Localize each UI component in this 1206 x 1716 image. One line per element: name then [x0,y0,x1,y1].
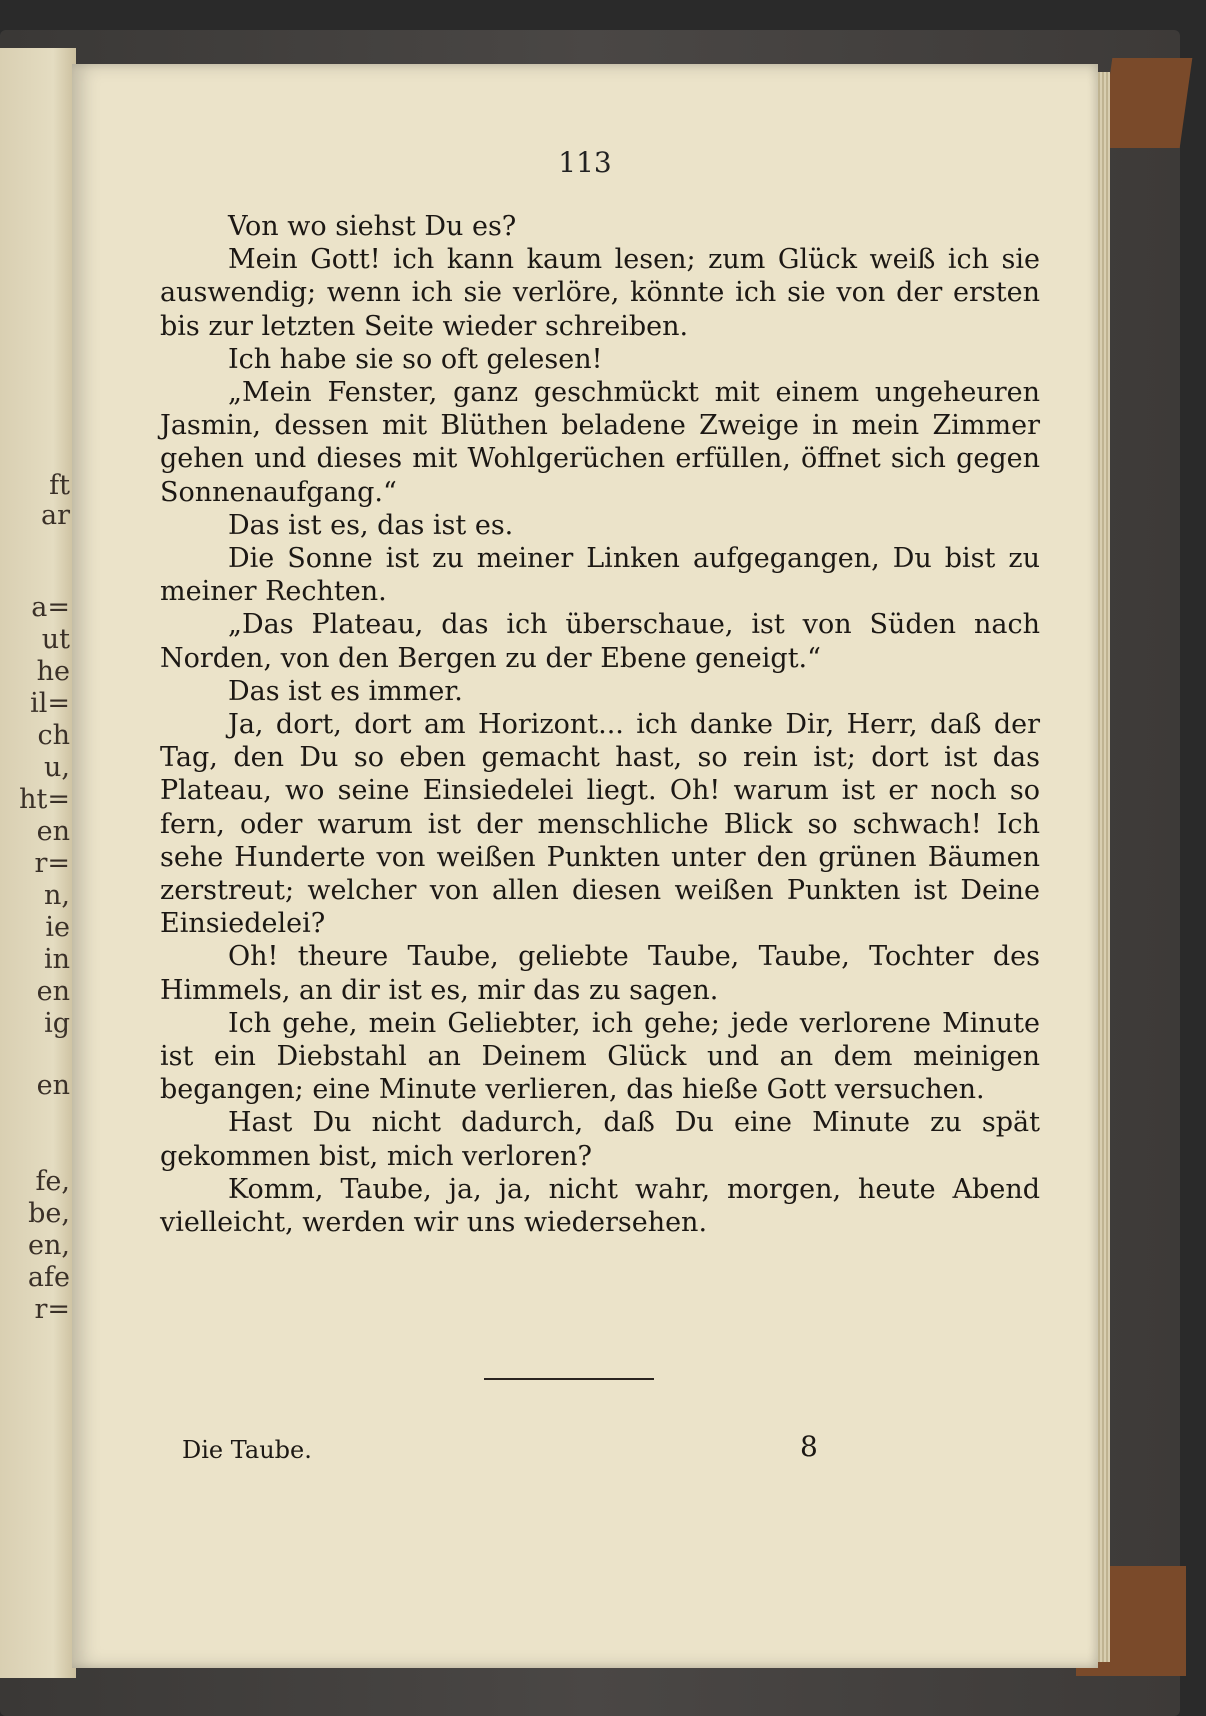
left-page-fragment: il= [30,688,70,719]
paragraph: Ich habe sie so oft gelesen! [228,343,603,375]
paragraph: Komm, Taube, ja, ja, nicht wahr, morgen, heute Abend vielleicht, werden wir uns wiedersehen. [160,1173,1040,1239]
paragraph: Ich gehe, mein Geliebter, ich gehe; jede verlorene Minute ist ein Diebstahl an Deinem Glück und an dem meinigen begangen; eine Minute verlieren, das hieße Gott versuchen. [160,1007,1040,1106]
left-page-fragment: he [36,656,70,687]
left-page-fragment: ch [37,720,70,751]
left-page-fragment: ig [44,1008,70,1039]
cover-corner-top [1100,58,1193,148]
paragraph: Hast Du nicht dadurch, daß Du eine Minute zu spät gekommen bist, mich verloren? [160,1107,1040,1172]
left-page-fragment: en [36,816,70,847]
paragraph: „Mein Fenster, ganz geschmückt mit einem ungeheuren Jasmin, dessen mit Blüthen beladene Zweige in mein Zimmer gehen und dieses mit Wohlgerüchen erfüllen, öffnet sich gegen Sonnenaufgang.“ [160,377,1040,508]
footer-title: Die Taube. [182,1436,312,1464]
paragraph: Oh! theure Taube, geliebte Taube, Taube, Tochter des Himmels, an dir ist es, mir das zu sagen. [160,941,1040,1006]
left-page-fragment: ut [41,624,70,655]
left-page-fragment: fe, [35,1166,70,1197]
page-number: 113 [558,146,612,179]
left-page-fragment: en [36,1070,70,1101]
left-page-fragment: a= [31,592,70,623]
left-page-fragment: n, [44,880,70,911]
signature-mark: 8 [800,1430,818,1463]
paragraph: Von wo siehst Du es? [228,211,517,242]
left-page-fragment: r= [34,848,70,879]
left-page-fragment: en, [28,1230,70,1261]
section-rule [484,1378,654,1380]
left-page-fragment: ft [49,470,70,501]
paragraph: Die Sonne ist zu meiner Linken aufgegangen, Du bist zu meiner Rechten. [160,543,1040,608]
left-page-fragment: be, [28,1198,70,1229]
left-page-fragment: ie [45,912,70,943]
body-text [160,210,1040,1239]
book-page [72,64,1098,1668]
left-page-fragment: in [43,944,70,975]
paragraph: Das ist es, das ist es. [228,509,514,541]
left-page-fragment: u, [44,752,70,783]
left-page-fragment: en [36,976,70,1007]
left-page-fragment: ht= [19,784,70,815]
paragraph: Ja, dort, dort am Horizont... ich danke Dir, Herr, daß der Tag, den Du so eben gemacht hast, so rein ist; dort ist das Plateau, wo seine Einsiedelei liegt. Oh! warum ist er noch so fern, oder warum ist der menschliche Blick so schwach! Ich sehe Hunderte von weißen Punkten unter den grünen Bäumen zerstreut; welcher von allen diesen weißen Punkten ist Deine Einsiedelei? [160,709,1040,940]
left-page-edge [0,48,76,1678]
left-page-fragment: afe [27,1262,70,1293]
paragraph: „Das Plateau, das ich überschaue, ist von Süden nach Norden, von den Bergen zu der Ebene geneigt.“ [160,609,1040,674]
left-page-fragment: r= [34,1294,70,1325]
paragraph: Das ist es immer. [228,675,463,707]
paragraph: Mein Gott! ich kann kaum lesen; zum Glück weiß ich sie auswendig; wenn ich sie verlöre, könnte ich sie von der ersten bis zur letzten Seite wieder schreiben. [160,244,1040,342]
left-page-fragment: ar [40,500,70,531]
